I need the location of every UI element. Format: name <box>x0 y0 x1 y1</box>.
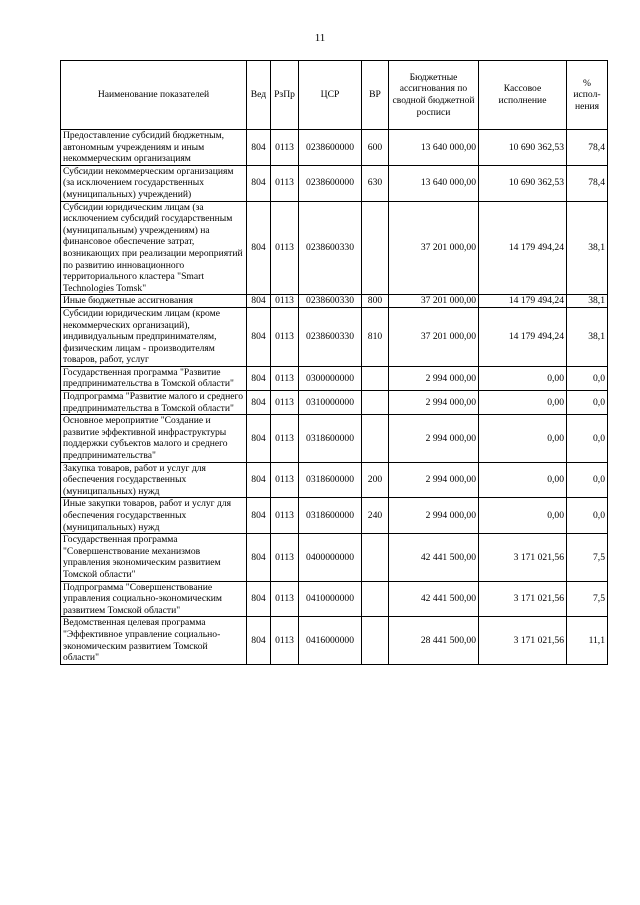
cell-rzpr: 0113 <box>271 130 299 166</box>
cell-vr <box>362 581 389 617</box>
cell-csr: 0410000000 <box>299 581 362 617</box>
cell-rzpr: 0113 <box>271 366 299 390</box>
cell-name: Субсидии юридическим лицам (за исключением субсидий государственным (муниципальным) учреждениям) на финансовое обеспечение затрат, возникающих при реализации мероприятий по развитию инновационного территориального кластера "Smart Technologies Tomsk" <box>61 201 247 295</box>
cell-kassa: 14 179 494,24 <box>479 295 567 308</box>
cell-ved: 804 <box>247 201 271 295</box>
cell-csr: 0400000000 <box>299 534 362 581</box>
cell-kassa: 3 171 021,56 <box>479 534 567 581</box>
cell-name: Закупка товаров, работ и услуг для обеспечения государственных (муниципальных) нужд <box>61 462 247 498</box>
cell-kassa: 10 690 362,53 <box>479 130 567 166</box>
header-kassa: Кассовое исполнение <box>479 61 567 130</box>
cell-kassa: 3 171 021,56 <box>479 581 567 617</box>
cell-kassa: 3 171 021,56 <box>479 617 567 664</box>
cell-budget: 2 994 000,00 <box>389 366 479 390</box>
cell-budget: 2 994 000,00 <box>389 462 479 498</box>
table-row <box>61 581 608 617</box>
budget-execution-table <box>60 60 608 665</box>
table-body <box>61 130 608 665</box>
table-row <box>61 366 608 390</box>
header-budget: Бюджетные ассигнования по сводной бюджетной росписи <box>389 61 479 130</box>
cell-percent: 38,1 <box>567 307 608 366</box>
cell-rzpr: 0113 <box>271 201 299 295</box>
header-vr: ВР <box>362 61 389 130</box>
cell-vr <box>362 391 389 415</box>
cell-csr: 0318600000 <box>299 415 362 462</box>
cell-csr: 0238600330 <box>299 307 362 366</box>
header-percent: % испол-нения <box>567 61 608 130</box>
cell-percent: 0,0 <box>567 366 608 390</box>
table-row <box>61 201 608 295</box>
table-row <box>61 534 608 581</box>
cell-budget: 13 640 000,00 <box>389 165 479 201</box>
cell-name: Подпрограмма "Совершенствование управления социально-экономическим развитием Томской области" <box>61 581 247 617</box>
cell-rzpr: 0113 <box>271 617 299 664</box>
header-csr: ЦСР <box>299 61 362 130</box>
cell-ved: 804 <box>247 498 271 534</box>
cell-ved: 804 <box>247 391 271 415</box>
cell-csr: 0310000000 <box>299 391 362 415</box>
table-row <box>61 307 608 366</box>
cell-budget: 2 994 000,00 <box>389 391 479 415</box>
cell-vr: 810 <box>362 307 389 366</box>
table-row <box>61 462 608 498</box>
cell-kassa: 10 690 362,53 <box>479 165 567 201</box>
cell-csr: 0238600000 <box>299 130 362 166</box>
cell-name: Иные бюджетные ассигнования <box>61 295 247 308</box>
cell-csr: 0318600000 <box>299 498 362 534</box>
cell-vr: 240 <box>362 498 389 534</box>
cell-percent: 0,0 <box>567 498 608 534</box>
cell-rzpr: 0113 <box>271 534 299 581</box>
cell-percent: 0,0 <box>567 415 608 462</box>
header-ved: Вед <box>247 61 271 130</box>
cell-csr: 0238600330 <box>299 295 362 308</box>
cell-kassa: 0,00 <box>479 415 567 462</box>
cell-ved: 804 <box>247 366 271 390</box>
header-rzpr: РзПр <box>271 61 299 130</box>
cell-rzpr: 0113 <box>271 462 299 498</box>
cell-name: Основное мероприятие "Создание и развитие эффективной инфраструктуры поддержки субъектов малого и среднего предпринимательства" <box>61 415 247 462</box>
cell-rzpr: 0113 <box>271 415 299 462</box>
cell-csr: 0238600330 <box>299 201 362 295</box>
cell-ved: 804 <box>247 415 271 462</box>
cell-name: Ведомственная целевая программа "Эффективное управление социально-экономическим развитием Томской области" <box>61 617 247 664</box>
table-row <box>61 415 608 462</box>
cell-kassa: 0,00 <box>479 366 567 390</box>
cell-budget: 42 441 500,00 <box>389 534 479 581</box>
cell-budget: 42 441 500,00 <box>389 581 479 617</box>
cell-name: Государственная программа "Развитие предпринимательства в Томской области" <box>61 366 247 390</box>
cell-ved: 804 <box>247 581 271 617</box>
cell-vr: 630 <box>362 165 389 201</box>
cell-budget: 13 640 000,00 <box>389 130 479 166</box>
cell-name: Подпрограмма "Развитие малого и среднего предпринимательства в Томской области" <box>61 391 247 415</box>
cell-vr <box>362 201 389 295</box>
cell-kassa: 14 179 494,24 <box>479 201 567 295</box>
cell-percent: 0,0 <box>567 462 608 498</box>
cell-rzpr: 0113 <box>271 307 299 366</box>
cell-kassa: 0,00 <box>479 462 567 498</box>
table-row <box>61 165 608 201</box>
cell-rzpr: 0113 <box>271 581 299 617</box>
cell-percent: 38,1 <box>567 201 608 295</box>
cell-name: Государственная программа "Совершенствование механизмов управления экономическим развитием Томской области" <box>61 534 247 581</box>
cell-vr <box>362 366 389 390</box>
cell-rzpr: 0113 <box>271 295 299 308</box>
cell-percent: 78,4 <box>567 165 608 201</box>
cell-ved: 804 <box>247 307 271 366</box>
cell-vr: 200 <box>362 462 389 498</box>
cell-name: Субсидии юридическим лицам (кроме некоммерческих организаций), индивидуальным предпринимателям, физическим лицам - производителям товаров, работ, услуг <box>61 307 247 366</box>
table-row <box>61 498 608 534</box>
cell-ved: 804 <box>247 295 271 308</box>
cell-vr <box>362 415 389 462</box>
table-row <box>61 295 608 308</box>
cell-ved: 804 <box>247 165 271 201</box>
cell-percent: 78,4 <box>567 130 608 166</box>
cell-name: Иные закупки товаров, работ и услуг для обеспечения государственных (муниципальных) нужд <box>61 498 247 534</box>
cell-name: Предоставление субсидий бюджетным, автономным учреждениям и иным некоммерческим организациям <box>61 130 247 166</box>
cell-ved: 804 <box>247 462 271 498</box>
cell-vr <box>362 617 389 664</box>
cell-budget: 37 201 000,00 <box>389 295 479 308</box>
table-row <box>61 617 608 664</box>
cell-kassa: 0,00 <box>479 391 567 415</box>
cell-csr: 0318600000 <box>299 462 362 498</box>
cell-budget: 37 201 000,00 <box>389 201 479 295</box>
cell-percent: 38,1 <box>567 295 608 308</box>
cell-ved: 804 <box>247 617 271 664</box>
cell-budget: 37 201 000,00 <box>389 307 479 366</box>
cell-ved: 804 <box>247 130 271 166</box>
cell-percent: 7,5 <box>567 534 608 581</box>
cell-ved: 804 <box>247 534 271 581</box>
cell-rzpr: 0113 <box>271 391 299 415</box>
table-header-row <box>61 61 608 130</box>
cell-rzpr: 0113 <box>271 498 299 534</box>
cell-name: Субсидии некоммерческим организациям (за исключением государственных (муниципальных) учреждений) <box>61 165 247 201</box>
cell-vr <box>362 534 389 581</box>
cell-csr: 0238600000 <box>299 165 362 201</box>
cell-rzpr: 0113 <box>271 165 299 201</box>
cell-vr: 600 <box>362 130 389 166</box>
page-number: 11 <box>314 32 326 44</box>
cell-budget: 2 994 000,00 <box>389 498 479 534</box>
cell-percent: 11,1 <box>567 617 608 664</box>
table-row <box>61 130 608 166</box>
cell-kassa: 14 179 494,24 <box>479 307 567 366</box>
cell-csr: 0300000000 <box>299 366 362 390</box>
table-row <box>61 391 608 415</box>
cell-percent: 7,5 <box>567 581 608 617</box>
cell-kassa: 0,00 <box>479 498 567 534</box>
header-name: Наименование показателей <box>61 61 247 130</box>
cell-budget: 28 441 500,00 <box>389 617 479 664</box>
cell-csr: 0416000000 <box>299 617 362 664</box>
cell-vr: 800 <box>362 295 389 308</box>
cell-percent: 0,0 <box>567 391 608 415</box>
cell-budget: 2 994 000,00 <box>389 415 479 462</box>
